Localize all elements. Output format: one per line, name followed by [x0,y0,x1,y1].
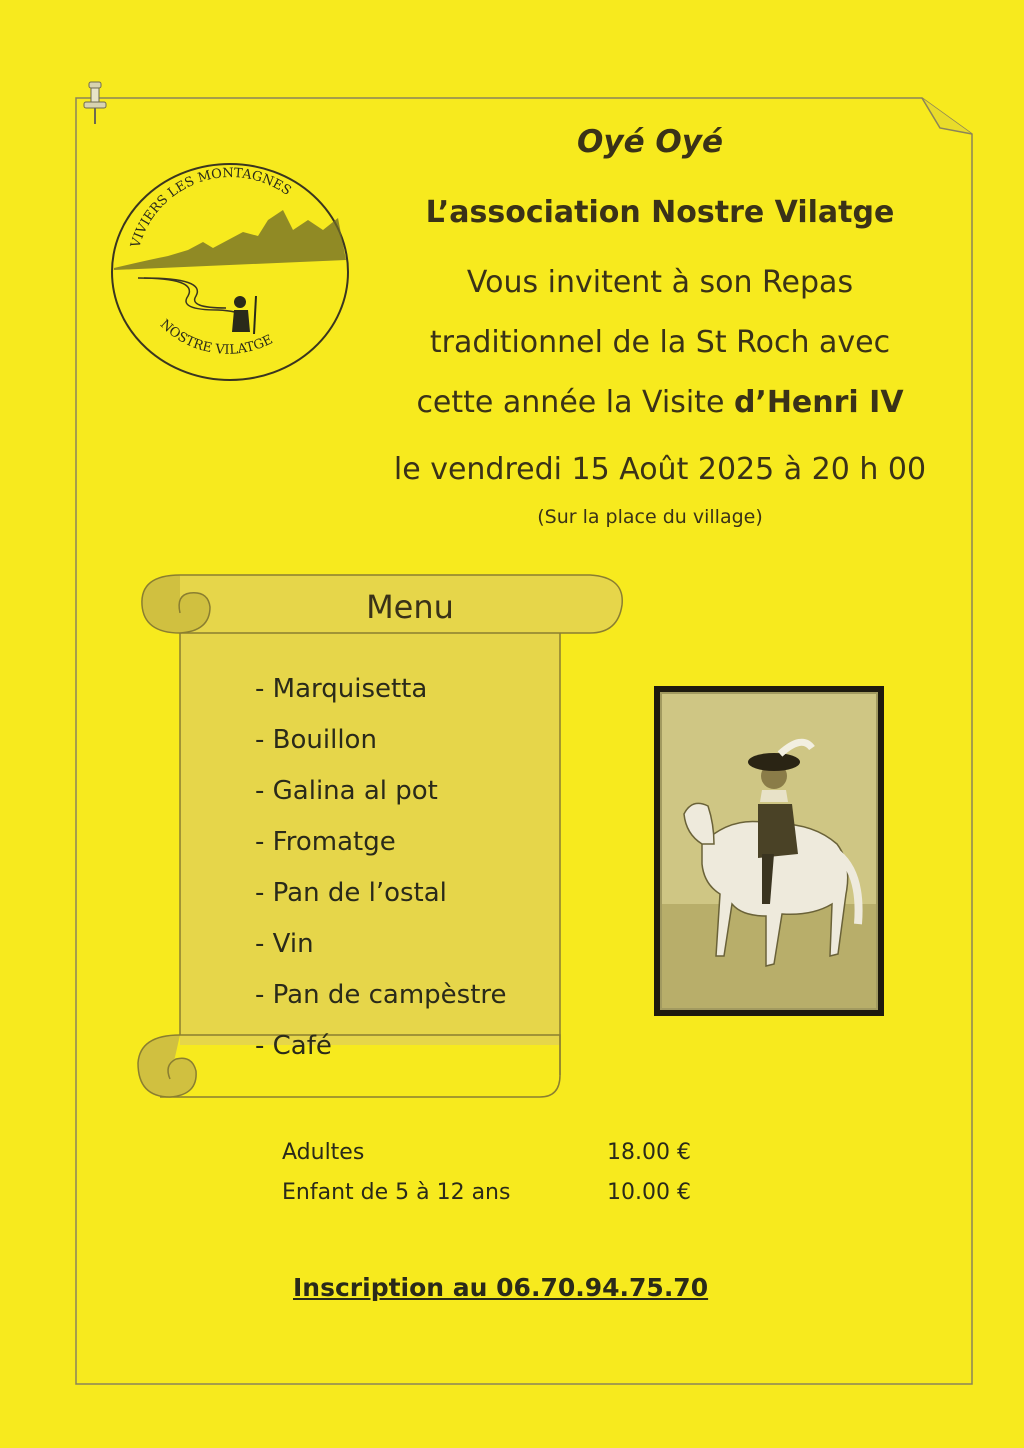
menu-item: - Pan de l’ostal [255,878,447,908]
svg-text:NOSTRE VILATGE [157,317,275,358]
henri-iv-emphasis: d’Henri IV [733,385,904,420]
menu-item: - Café [255,1031,332,1061]
price-value: 18.00 € [607,1140,691,1165]
push-pin-icon [80,80,110,128]
logo-top-text: VIVIERS LES MONTAGNES [128,165,294,250]
horseman-illustration [662,694,876,1008]
price-value: 10.00 € [607,1180,691,1205]
association-name: L’association Nostre Vilatge [425,195,895,230]
price-label: Adultes [282,1140,365,1165]
event-date: le vendredi 15 Août 2025 à 20 h 00 [393,452,927,487]
menu-item: - Galina al pot [255,776,438,806]
menu-item: - Fromatge [255,827,396,857]
invite-line-3-prefix: cette année la Visite [416,385,734,420]
menu-item: - Bouillon [255,725,377,755]
menu-item: - Pan de campèstre [255,980,507,1010]
price-label: Enfant de 5 à 12 ans [282,1180,511,1205]
invite-line-1: Vous invitent à son Repas [466,265,854,300]
invite-line-3 [355,385,965,420]
menu-item: - Marquisetta [255,674,428,704]
page-title: Oyé Oyé [577,124,723,160]
henri-iv-portrait [654,686,884,1016]
inscription-phone: Inscription au 06.70.94.75.70 [293,1273,709,1302]
menu-list [255,670,507,1078]
event-place: (Sur la place du village) [537,506,763,528]
price-row-children [282,1180,722,1220]
price-table [282,1140,722,1220]
logo-bottom-text: NOSTRE VILATGE [156,316,276,358]
menu-item: - Vin [255,929,314,959]
menu-title: Menu [366,588,454,626]
association-logo [108,160,353,385]
invite-line-2: traditionnel de la St Roch avec [429,325,891,360]
price-row-adults [282,1140,722,1180]
